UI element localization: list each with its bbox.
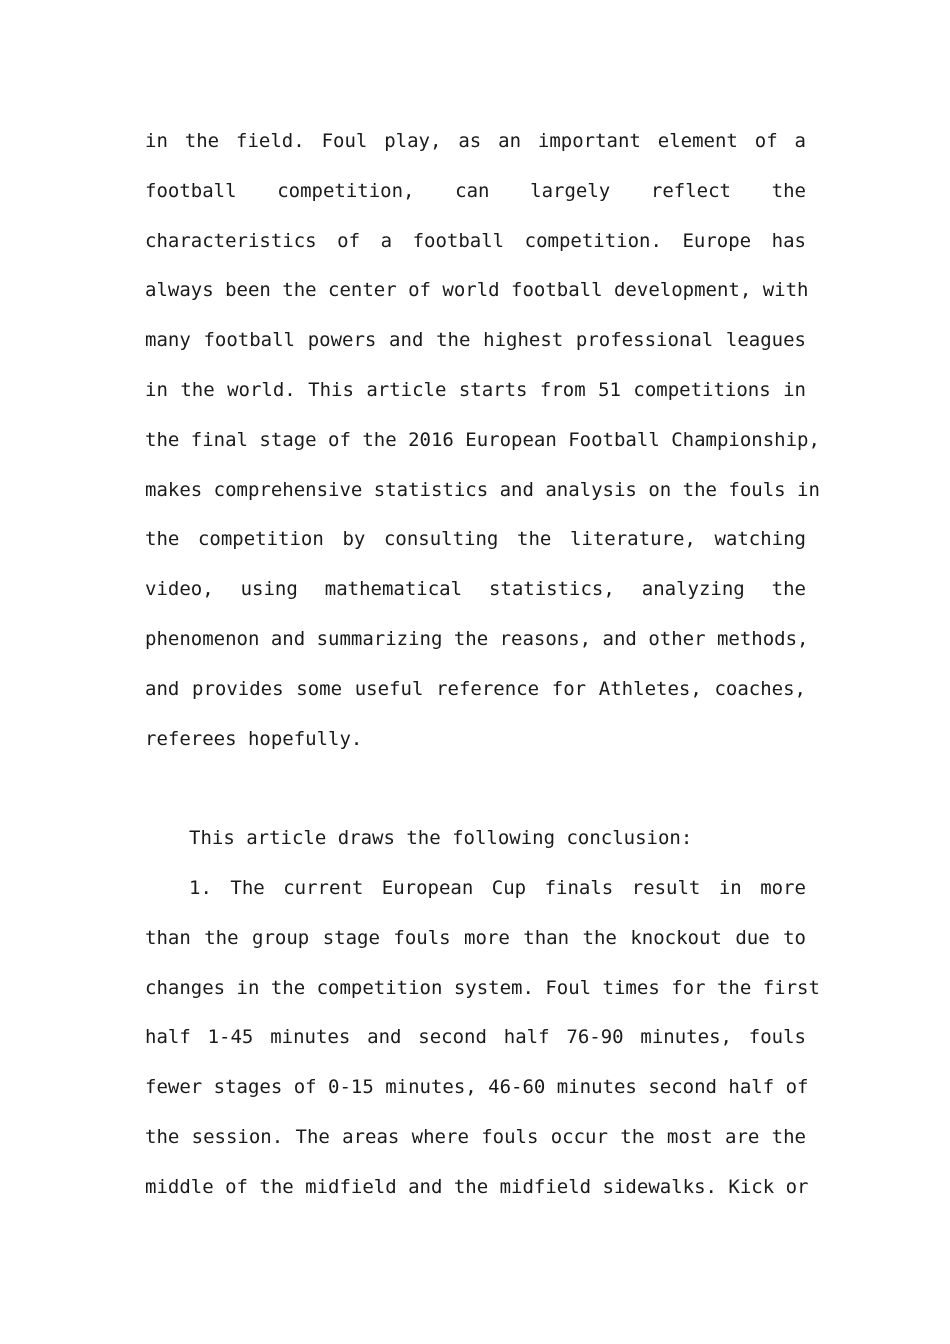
text-line: and provides some useful reference for Athletes, coaches, [145,677,806,700]
text-line-last: referees hopefully. [145,727,363,750]
paragraph-abstract [145,117,820,764]
text-line: the competition by consulting the literature, watching [145,528,806,551]
text-line: characteristics of a football competition. Europe has [145,229,806,252]
paragraph-conclusion-intro [145,814,806,864]
text-line: many football powers and the highest professional leagues [145,329,806,352]
text-line: half 1-45 minutes and second half 76-90 minutes, fouls [145,1026,806,1049]
text-line: changes in the competition system. Foul times for the first [145,976,820,999]
text-line: football competition, can largely reflect the [145,179,806,202]
text-line: video, using mathematical statistics, analyzing the [145,578,806,601]
text-line: the final stage of the 2016 European Football Championship, [145,428,820,451]
paragraph-conclusion-1 [145,864,820,1213]
text-line: 1. The current European Cup finals result in more [189,876,806,899]
text-line: This article draws the following conclusion: [189,827,693,850]
text-line: in the world. This article starts from 51 competitions in [145,378,806,401]
text-line: always been the center of world football development, with [145,279,809,302]
text-line: in the field. Foul play, as an important element of a [145,130,806,152]
document-page [145,117,820,1213]
paragraph-spacer [145,764,806,814]
text-line: the session. The areas where fouls occur the most are the [145,1125,806,1148]
text-line: middle of the midfield and the midfield sidewalks. Kick or [145,1175,809,1198]
text-line: fewer stages of 0-15 minutes, 46-60 minutes second half of [145,1076,809,1099]
text-line: phenomenon and summarizing the reasons, and other methods, [145,627,809,650]
text-line: makes comprehensive statistics and analysis on the fouls in [145,478,820,501]
text-line: than the group stage fouls more than the knockout due to [145,926,806,949]
